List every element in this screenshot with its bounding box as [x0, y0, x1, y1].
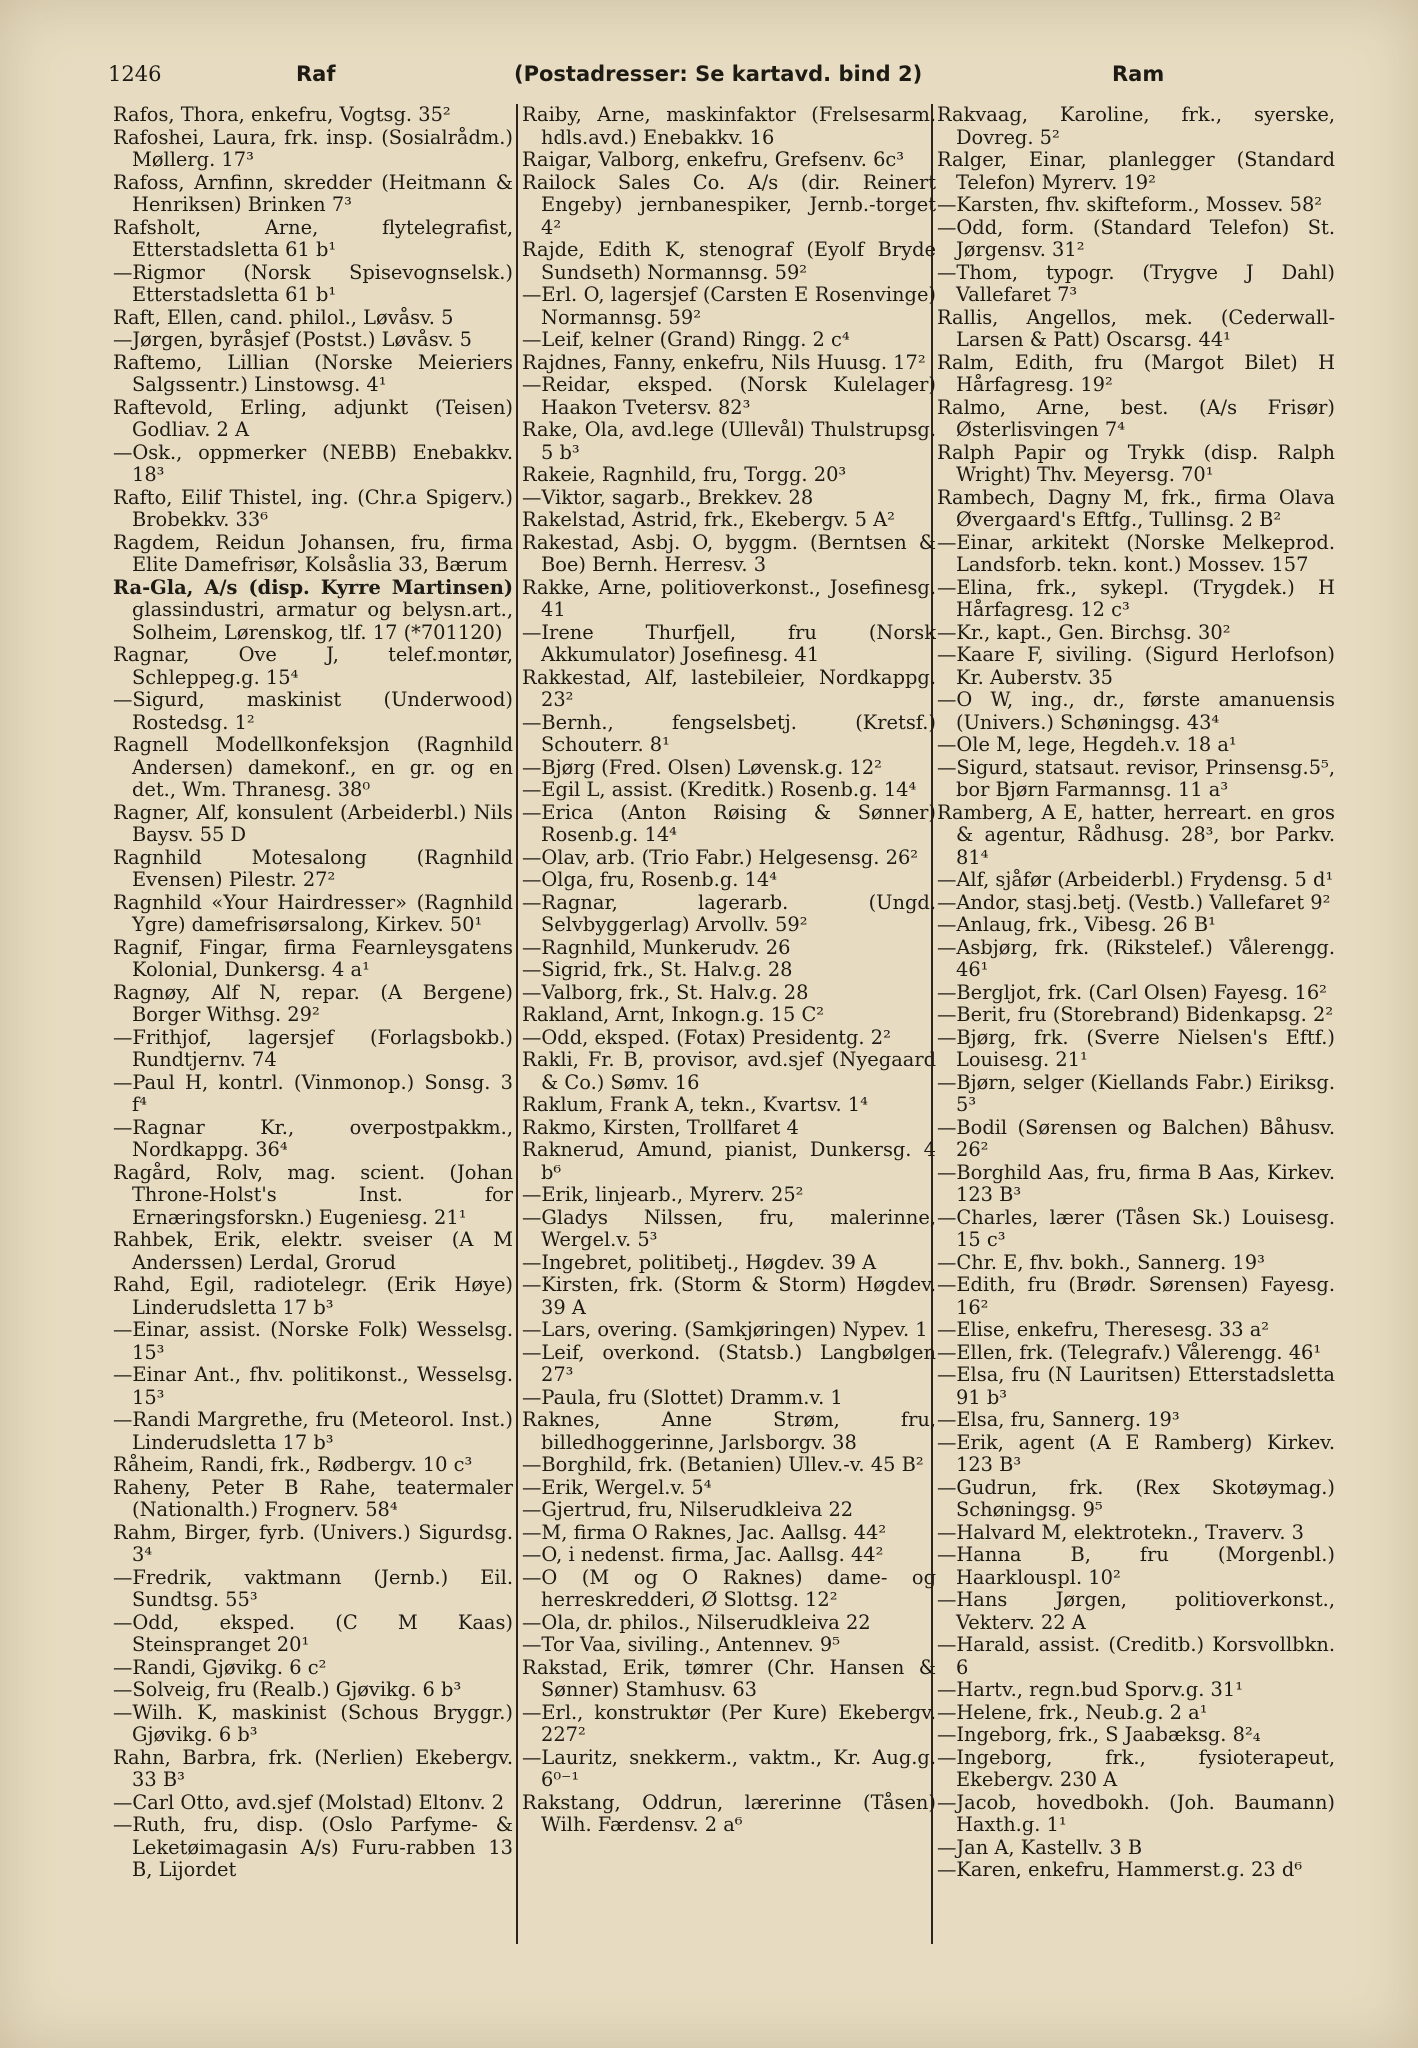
directory-entry: —Alf, sjåfør (Arbeiderbl.) Frydensg. 5 d¹ — [937, 868, 1334, 891]
directory-entry: —Bernh., fengselsbetj. (Kretsf.) Schouterr. 8¹ — [522, 710, 936, 756]
header-postal-note: (Postadresser: Se kartavd. bind 2) — [514, 62, 923, 86]
directory-entry: —Randi, Gjøvikg. 6 c² — [113, 1655, 327, 1679]
directory-entry: —Bjørg (Fred. Olsen) Løvensk.g. 12² — [522, 755, 882, 779]
directory-entry: —Osk., oppmerker (NEBB) Enebakkv. 18³ — [113, 440, 513, 486]
directory-entry: Raftevold, Erling, adjunkt (Teisen) Godliav. 2 A — [113, 395, 513, 441]
directory-entry: —Anlaug, frk., Vibesg. 26 B¹ — [937, 913, 1216, 936]
directory-entry: —Harald, assist. (Creditb.) Korsvollbkn. 6 — [937, 1633, 1335, 1679]
directory-entry: Rajdnes, Fanny, enkefru, Nils Huusg. 17² — [522, 350, 926, 374]
directory-entry: —Randi Margrethe, fru (Meteorol. Inst.) Linderudsletta 17 b³ — [113, 1408, 513, 1454]
directory-entry: Ragnif, Fingar, firma Fearnleysgatens Kolonial, Dunkersg. 4 a¹ — [113, 935, 513, 981]
directory-entry: Ragnhild Motesalong (Ragnhild Evensen) Pilestr. 27² — [113, 845, 513, 891]
directory-entry: Rakmo, Kirsten, Trollfaret 4 — [522, 1115, 799, 1139]
directory-entry: —Karsten, fhv. skifteform., Mossev. 58² — [937, 193, 1323, 216]
directory-entry: —Hans Jørgen, politioverkonst., Vekterv. 22 A — [937, 1588, 1335, 1634]
directory-entry: —Bjørn, selger (Kiellands Fabr.) Eiriksg. 5³ — [937, 1070, 1335, 1116]
directory-entry: Rake, Ola, avd.lege (Ullevål) Thulstrupsg. 5 b³ — [522, 418, 936, 464]
directory-entry: —Berit, fru (Storebrand) Bidenkapsg. 2² — [937, 1003, 1334, 1026]
directory-entry: Rakeie, Ragnhild, fru, Torgg. 20³ — [522, 463, 847, 486]
directory-entry: —Solveig, fru (Realb.) Gjøvikg. 6 b³ — [113, 1678, 462, 1701]
directory-entry: —Leif, kelner (Grand) Ringg. 2 c⁴ — [522, 328, 850, 351]
directory-entry: —Ola, dr. philos., Nilserudkleiva 22 — [522, 1610, 871, 1634]
directory-entry: —Ragnar Kr., overpostpakkm., Nordkappg. 36⁴ — [113, 1115, 513, 1161]
directory-entry: —Ingeborg, frk., S Jaabæksg. 8²₄ — [937, 1723, 1261, 1746]
directory-entry: —Jacob, hovedbokh. (Joh. Baumann) Haxth.g. 1¹ — [937, 1790, 1335, 1836]
directory-entry: —Odd, eksped. (C M Kaas) Steinspranget 20¹ — [113, 1610, 513, 1656]
directory-entry: —Valborg, frk., St. Halv.g. 28 — [522, 980, 809, 1004]
directory-entry: —Gjertrud, fru, Nilserudkleiva 22 — [522, 1498, 854, 1521]
directory-entry: —Hartv., regn.bud Sporv.g. 31¹ — [937, 1678, 1243, 1701]
directory-entry: —Ruth, fru, disp. (Oslo Parfyme- & Leketøimagasin A/s) Furu-rabben 13 B, Lijordet — [113, 1813, 513, 1881]
directory-entry: —Gudrun, frk. (Rex Skotøymag.) Schøningsg. 9⁵ — [937, 1475, 1335, 1521]
directory-entry: —Karen, enkefru, Hammerst.g. 23 d⁶ — [937, 1858, 1303, 1881]
directory-entry: —Elise, enkefru, Theresesg. 33 a² — [937, 1318, 1270, 1341]
directory-entry: Raft, Ellen, cand. philol., Løvåsv. 5 — [113, 305, 454, 329]
directory-entry: Rakelstad, Astrid, frk., Ekebergv. 5 A² — [522, 508, 895, 531]
directory-entry: —Frithjof, lagersjef (Forlagsbokb.) Rundtjernv. 74 — [113, 1025, 513, 1071]
directory-entry: Råheim, Randi, frk., Rødbergv. 10 c³ — [113, 1453, 473, 1476]
directory-entry: Rahbek, Erik, elektr. sveiser (A M Anderssen) Lerdal, Grorud — [113, 1228, 513, 1274]
directory-entry: —Thom, typogr. (Trygve J Dahl) Vallefaret 7³ — [937, 260, 1335, 306]
directory-entry: Ragdem, Reidun Johansen, fru, firma Elite Damefrisør, Kolsåslia 33, Bærum — [113, 530, 513, 576]
directory-entry: —Ragnar, lagerarb. (Ungd. Selvbyggerlag) Arvollv. 59² — [522, 890, 936, 936]
directory-entry: —Ingeborg, frk., fysioterapeut, Ekebergv. 230 A — [937, 1745, 1335, 1791]
directory-entry: —Leif, overkond. (Statsb.) Langbølgen 27³ — [522, 1340, 936, 1386]
directory-entry: Ralm, Edith, fru (Margot Bilet) H Hårfagresg. 19² — [937, 350, 1335, 396]
directory-entry: Railock Sales Co. A/s (dir. Reinert Engeby) jernbanespiker, Jernb.-torget 4² — [522, 170, 936, 239]
directory-entry: —Tor Vaa, siviling., Antennev. 9⁵ — [522, 1633, 841, 1656]
directory-entry: Ra-Gla, A/s (disp. Kyrre Martinsen) glassindustri, armatur og belysn.art., Solheim, Lørenskog, tlf. 17 (*701120) — [113, 575, 513, 644]
directory-entry: —Jan A, Kastellv. 3 B — [937, 1835, 1143, 1859]
directory-entry: —Reidar, eksped. (Norsk Kulelager) Haakon Tvetersv. 82³ — [522, 373, 936, 419]
directory-entry: —Sigrid, frk., St. Halv.g. 28 — [522, 958, 793, 981]
directory-entry: Ralmo, Arne, best. (A/s Frisør) Østerlisvingen 7⁴ — [937, 395, 1335, 441]
left-guide-word: Raf — [296, 62, 336, 86]
directory-entry: —Ole M, lege, Hegdeh.v. 18 a¹ — [937, 733, 1237, 756]
directory-entry: —O, i nedenst. firma, Jac. Aallsg. 44² — [522, 1543, 884, 1566]
directory-entry: Rafoss, Arnfinn, skredder (Heitmann & Henriksen) Brinken 7³ — [113, 170, 513, 216]
directory-entry: Raheny, Peter B Rahe, teatermaler (Nationalth.) Frognerv. 58⁴ — [113, 1475, 513, 1521]
directory-entry: —Hanna B, fru (Morgenbl.) Haarklouspl. 10² — [937, 1543, 1335, 1589]
directory-columns — [113, 104, 1335, 1954]
directory-entry: —Paul H, kontrl. (Vinmonop.) Sonsg. 3 f⁴ — [113, 1070, 513, 1116]
directory-entry: —Wilh. K, maskinist (Schous Bryggr.) Gjøvikg. 6 b³ — [113, 1700, 513, 1746]
directory-entry: Rambech, Dagny M, frk., firma Olava Øvergaard's Eftfg., Tullinsg. 2 B² — [937, 485, 1335, 531]
directory-entry: —Andor, stasj.betj. (Vestb.) Vallefaret 9² — [937, 890, 1331, 914]
directory-entry: —Elsa, fru (N Lauritsen) Etterstadsletta 91 b³ — [937, 1363, 1335, 1409]
directory-entry: —Fredrik, vaktmann (Jernb.) Eil. Sundtsg. 55³ — [113, 1565, 513, 1611]
directory-entry: —Ellen, frk. (Telegrafv.) Vålerengg. 46¹ — [937, 1340, 1322, 1364]
directory-entry: —Borghild Aas, fru, firma B Aas, Kirkev. 123 B³ — [937, 1160, 1335, 1206]
directory-entry: Rakstang, Oddrun, lærerinne (Tåsen) Wilh. Færdensv. 2 a⁶ — [522, 1790, 936, 1836]
directory-entry: —Erl., konstruktør (Per Kure) Ekebergv. 227² — [522, 1700, 936, 1746]
directory-entry: —Borghild, frk. (Betanien) Ullev.-v. 45 B² — [522, 1453, 924, 1476]
directory-entry: —Elsa, fru, Sannerg. 19³ — [937, 1408, 1180, 1431]
directory-entry: Rahm, Birger, fyrb. (Univers.) Sigurdsg. 3⁴ — [113, 1520, 513, 1566]
directory-entry: —O (M og O Raknes) dame- og herreskredderi, Ø Slottsg. 12² — [522, 1565, 936, 1611]
directory-entry: —Bodil (Sørensen og Balchen) Båhusv. 26² — [937, 1115, 1335, 1161]
directory-entry: Ragnøy, Alf N, repar. (A Bergene) Borger Withsg. 29² — [113, 980, 513, 1026]
directory-entry: —Paula, fru (Slottet) Dramm.v. 1 — [522, 1385, 843, 1409]
directory-entry: Ragård, Rolv, mag. scient. (Johan Throne-Holst's Inst. for Ernæringsforskn.) Eugeniesg. 21¹ — [113, 1160, 513, 1229]
directory-entry: Rakke, Arne, politioverkonst., Josefinesg. 41 — [522, 575, 936, 621]
directory-entry: —Kirsten, frk. (Storm & Storm) Høgdev. 39 A — [522, 1273, 936, 1319]
directory-entry: —Charles, lærer (Tåsen Sk.) Louisesg. 15 c³ — [937, 1205, 1335, 1251]
directory-entry: —Viktor, sagarb., Brekkev. 28 — [522, 485, 814, 509]
directory-entry: —Sigurd, maskinist (Underwood) Rostedsg. 1² — [113, 688, 513, 734]
directory-entry: Raklum, Frank A, tekn., Kvartsv. 1⁴ — [522, 1093, 868, 1116]
directory-entry: Rakli, Fr. B, provisor, avd.sjef (Nyegaard & Co.) Sømv. 16 — [522, 1048, 936, 1094]
directory-entry: Rafto, Eilif Thistel, ing. (Chr.a Spigerv.) Brobekkv. 33⁶ — [113, 485, 513, 531]
directory-entry: Rakkestad, Alf, lastebileier, Nordkappg. 23² — [522, 665, 936, 711]
directory-entry: —Einar, arkitekt (Norske Melkeprod. Landsforb. tekn. kont.) Mossev. 157 — [937, 530, 1335, 576]
column-3 — [937, 104, 1335, 1954]
directory-entry: —Ingebret, politibetj., Høgdev. 39 A — [522, 1250, 877, 1274]
directory-entry: Rakestad, Asbj. O, byggm. (Berntsen & Boe) Bernh. Herresv. 3 — [522, 530, 936, 576]
directory-entry: Raiby, Arne, maskinfaktor (Frelsesarm. hdls.avd.) Enebakkv. 16 — [522, 104, 936, 149]
directory-entry: Rajde, Edith K, stenograf (Eyolf Bryde Sundseth) Normannsg. 59² — [522, 238, 936, 284]
directory-entry: —Gladys Nilssen, fru, malerinne, Wergel.v. 5³ — [522, 1205, 936, 1251]
directory-entry: —Halvard M, elektrotekn., Traverv. 3 — [937, 1520, 1305, 1544]
directory-entry: Ragnhild «Your Hairdresser» (Ragnhild Ygre) damefrisørsalong, Kirkev. 50¹ — [113, 890, 513, 936]
directory-entry: —Bjørg, frk. (Sverre Nielsen's Eftf.) Louisesg. 21¹ — [937, 1025, 1335, 1071]
directory-entry: —Odd, eksped. (Fotax) Presidentg. 2² — [522, 1025, 891, 1049]
directory-entry: —Egil L, assist. (Kreditk.) Rosenb.g. 14⁴ — [522, 778, 917, 801]
column-2 — [522, 104, 936, 1954]
directory-entry: Rafoshei, Laura, frk. insp. (Sosialrådm.) Møllerg. 17³ — [113, 125, 513, 171]
directory-entry: Ragnar, Ove J, telef.montør, Schleppeg.g. 15⁴ — [113, 643, 513, 689]
directory-entry: —Ragnhild, Munkerudv. 26 — [522, 935, 791, 959]
directory-entry: Rakvaag, Karoline, frk., syerske, Dovreg. 5² — [937, 104, 1335, 149]
directory-entry: Raknes, Anne Strøm, fru, billedhoggerinne, Jarlsborgv. 38 — [522, 1408, 936, 1454]
directory-entry: —Bergljot, frk. (Carl Olsen) Fayesg. 16² — [937, 980, 1327, 1004]
directory-entry: Ragner, Alf, konsulent (Arbeiderbl.) Nils Baysv. 55 D — [113, 800, 513, 846]
directory-entry: —Helene, frk., Neub.g. 2 a¹ — [937, 1700, 1208, 1724]
directory-entry: —M, firma O Raknes, Jac. Aallsg. 44² — [522, 1520, 887, 1544]
directory-entry: Rafos, Thora, enkefru, Vogtsg. 35² — [113, 104, 451, 126]
directory-entry: —Erl. O, lagersjef (Carsten E Rosenvinge) Normannsg. 59² — [522, 283, 936, 329]
directory-entry: Raigar, Valborg, enkefru, Grefsenv. 6c³ — [522, 148, 905, 171]
directory-entry: —Jørgen, byråsjef (Postst.) Løvåsv. 5 — [113, 328, 472, 351]
directory-entry: Rallis, Angellos, mek. (Cederwall-Larsen & Patt) Oscarsg. 44¹ — [937, 305, 1335, 351]
right-guide-word: Ram — [1112, 62, 1165, 86]
directory-entry: —Odd, form. (Standard Telefon) St. Jørgensv. 31² — [937, 215, 1335, 261]
directory-entry: —Einar Ant., fhv. politikonst., Wesselsg. 15³ — [113, 1363, 513, 1409]
directory-entry: Rafsholt, Arne, flytelegrafist, Etterstadsletta 61 b¹ — [113, 215, 513, 261]
directory-entry: —Carl Otto, avd.sjef (Molstad) Eltonv. 2 — [113, 1790, 505, 1814]
directory-entry: —Chr. E, fhv. bokh., Sannerg. 19³ — [937, 1250, 1265, 1274]
directory-entry: Raknerud, Amund, pianist, Dunkersg. 4 b⁶ — [522, 1138, 936, 1184]
directory-entry: —Edith, fru (Brødr. Sørensen) Fayesg. 16² — [937, 1273, 1335, 1319]
directory-entry: —Irene Thurfjell, fru (Norsk Akkumulator) Josefinesg. 41 — [522, 620, 936, 666]
directory-entry: —Lars, overing. (Samkjøringen) Nypev. 1 — [522, 1318, 928, 1341]
directory-entry: —Erica (Anton Røising & Sønner) Rosenb.g. 14⁴ — [522, 800, 936, 846]
directory-entry: Rahn, Barbra, frk. (Nerlien) Ekebergv. 33 B³ — [113, 1745, 513, 1791]
directory-entry: —Olav, arb. (Trio Fabr.) Helgesensg. 26² — [522, 845, 919, 869]
directory-entry: Ralph Papir og Trykk (disp. Ralph Wright) Thv. Meyersg. 70¹ — [937, 440, 1335, 486]
directory-entry: —O W, ing., dr., første amanuensis (Univers.) Schøningsg. 43⁴ — [937, 688, 1335, 734]
directory-entry: Raftemo, Lillian (Norske Meieriers Salgssentr.) Linstowsg. 4¹ — [113, 350, 513, 396]
page-header — [108, 62, 1338, 98]
page-number: 1246 — [108, 62, 162, 86]
directory-entry: —Elina, frk., sykepl. (Trygdek.) H Hårfagresg. 12 c³ — [937, 575, 1335, 621]
directory-entry: —Sigurd, statsaut. revisor, Prinsensg.5⁵, bor Bjørn Farmannsg. 11 a³ — [937, 755, 1335, 801]
directory-entry: Ragnell Modellkonfeksjon (Ragnhild Andersen) damekonf., en gr. og en det., Wm. Thranesg. 38⁰ — [113, 733, 513, 801]
directory-entry: —Rigmor (Norsk Spisevognselsk.) Etterstadsletta 61 b¹ — [113, 260, 513, 306]
directory-entry: Ramberg, A E, hatter, herreart. en gros & agentur, Rådhusg. 28³, bor Parkv. 81⁴ — [937, 800, 1335, 869]
directory-entry: —Erik, linjearb., Myrerv. 25² — [522, 1183, 804, 1206]
directory-entry: —Asbjørg, frk. (Rikstelef.) Vålerengg. 46¹ — [937, 935, 1335, 981]
directory-entry: Rahd, Egil, radiotelegr. (Erik Høye) Linderudsletta 17 b³ — [113, 1273, 513, 1319]
directory-entry: Rakstad, Erik, tømrer (Chr. Hansen & Sønner) Stamhusv. 63 — [522, 1655, 936, 1701]
directory-entry: Rakland, Arnt, Inkogn.g. 15 C² — [522, 1003, 825, 1026]
directory-entry: —Kaare F, siviling. (Sigurd Herlofson) Kr. Auberstv. 35 — [937, 643, 1335, 689]
directory-entry: —Erik, Wergel.v. 5⁴ — [522, 1475, 712, 1499]
directory-entry: —Erik, agent (A E Ramberg) Kirkev. 123 B³ — [937, 1430, 1335, 1476]
column-1 — [113, 104, 513, 1954]
directory-entry: Ralger, Einar, planlegger (Standard Telefon) Myrerv. 19² — [937, 148, 1335, 194]
directory-entry: —Lauritz, snekkerm., vaktm., Kr. Aug.g. 6⁰⁻¹ — [522, 1745, 936, 1791]
directory-entry: —Olga, fru, Rosenb.g. 14⁴ — [522, 868, 778, 891]
directory-entry: —Kr., kapt., Gen. Birchsg. 30² — [937, 620, 1231, 644]
directory-entry: —Einar, assist. (Norske Folk) Wesselsg. 15³ — [113, 1318, 513, 1364]
